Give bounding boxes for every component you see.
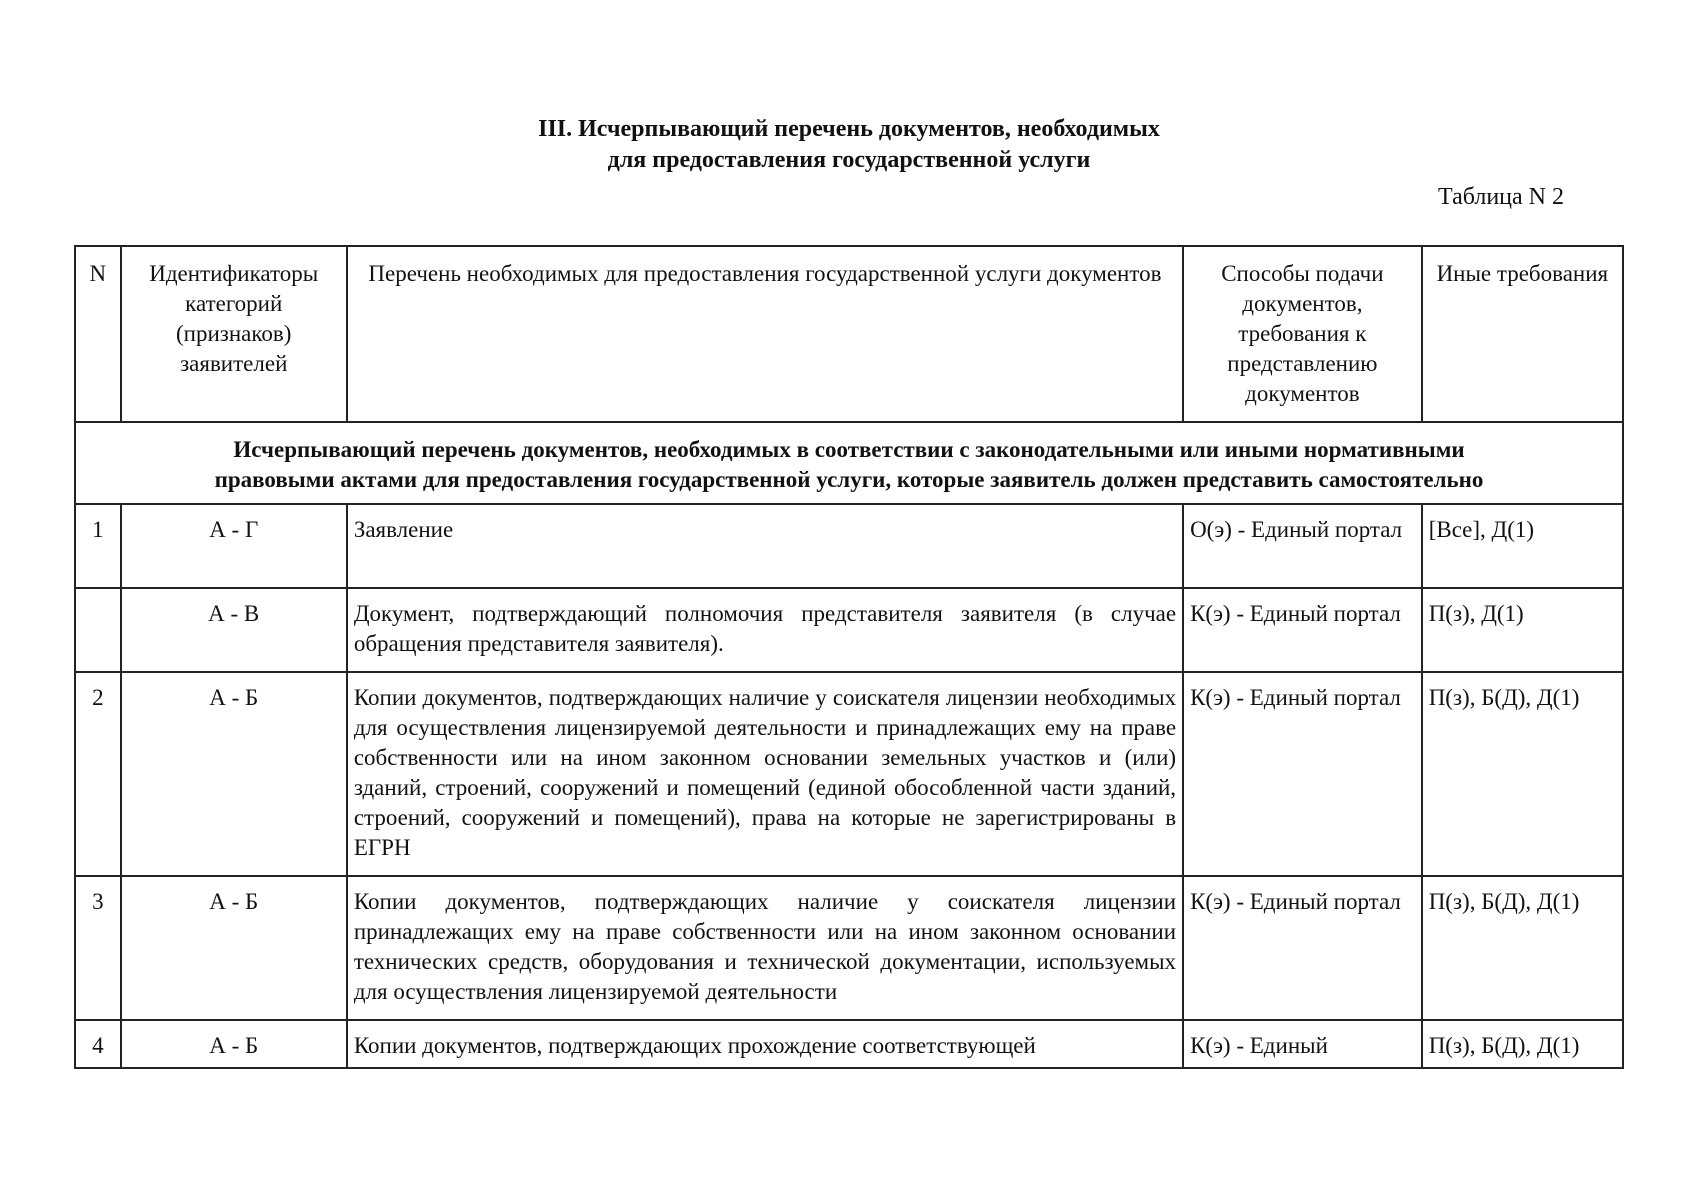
header-other-requirements: Иные требования xyxy=(1422,246,1623,422)
table-row xyxy=(75,672,1623,876)
document-title xyxy=(0,114,1698,176)
table-row xyxy=(75,1020,1623,1068)
row-document: Документ, подтверждающий полномочия представителя заявителя (в случае обращения представителя заявителя). xyxy=(347,588,1183,672)
row-other: П(з), Б(Д), Д(1) xyxy=(1422,876,1623,1020)
row-number: 3 xyxy=(75,876,121,1020)
row-other: П(з), Д(1) xyxy=(1422,588,1623,672)
row-number: 2 xyxy=(75,672,121,876)
row-other: П(з), Б(Д), Д(1) xyxy=(1422,672,1623,876)
row-number: 1 xyxy=(75,504,121,588)
header-n: N xyxy=(75,246,121,422)
header-document-list: Перечень необходимых для предоставления государственной услуги документов xyxy=(347,246,1183,422)
row-identifiers: А - В xyxy=(121,588,347,672)
row-number: 4 xyxy=(75,1020,121,1068)
header-submission-methods: Способы подачи документов, требования к представлению документов xyxy=(1183,246,1422,422)
row-other: П(з), Б(Д), Д(1) xyxy=(1422,1020,1623,1068)
table-row xyxy=(75,504,1623,588)
row-method: К(э) - Единый портал xyxy=(1183,876,1422,1020)
row-document: Копии документов, подтверждающих прохождение соответствующей xyxy=(347,1020,1183,1068)
header-applicant-identifiers: Идентификаторы категорий (признаков) заявителей xyxy=(121,246,347,422)
row-method: О(э) - Единый портал xyxy=(1183,504,1422,588)
table-row xyxy=(75,588,1623,672)
row-document: Заявление xyxy=(347,504,1183,588)
row-method: К(э) - Единый портал xyxy=(1183,588,1422,672)
row-number xyxy=(75,588,121,672)
row-identifiers: А - Б xyxy=(121,1020,347,1068)
documents-table xyxy=(74,245,1624,1069)
table-row xyxy=(75,876,1623,1020)
table-caption: Таблица N 2 xyxy=(1438,184,1564,210)
row-other: [Все], Д(1) xyxy=(1422,504,1623,588)
section-heading-line-1: Исчерпывающий перечень документов, необходимых в соответствии с законодательными или иными нормативными xyxy=(233,437,1465,462)
table-header-row xyxy=(75,246,1623,422)
section-heading-row xyxy=(75,422,1623,504)
row-document: Копии документов, подтверждающих наличие у соискателя лицензии необходимых для осуществления лицензируемой деятельности и принадлежащих ему на праве собственности или на ином законном основании земельных участков и (или) зданий, строений, сооружений и помещений (единой обособленной части зданий, строений, сооружений и помещений), права на которые не зарегистрированы в ЕГРН xyxy=(347,672,1183,876)
row-identifiers: А - Б xyxy=(121,672,347,876)
row-method: К(э) - Единый портал xyxy=(1183,672,1422,876)
row-document: Копии документов, подтверждающих наличие у соискателя лицензии принадлежащих ему на праве собственности или на ином законном основании технических средств, оборудования и технической документации, используемых для осуществления лицензируемой деятельности xyxy=(347,876,1183,1020)
document-title-line-1: III. Исчерпывающий перечень документов, необходимых xyxy=(538,116,1160,142)
section-heading-line-2: правовыми актами для предоставления государственной услуги, которые заявитель должен представить самостоятельно xyxy=(214,467,1484,492)
document-title-line-2: для предоставления государственной услуги xyxy=(607,147,1091,173)
row-identifiers: А - Б xyxy=(121,876,347,1020)
section-heading xyxy=(75,422,1623,504)
row-method: К(э) - Единый xyxy=(1183,1020,1422,1068)
row-identifiers: А - Г xyxy=(121,504,347,588)
